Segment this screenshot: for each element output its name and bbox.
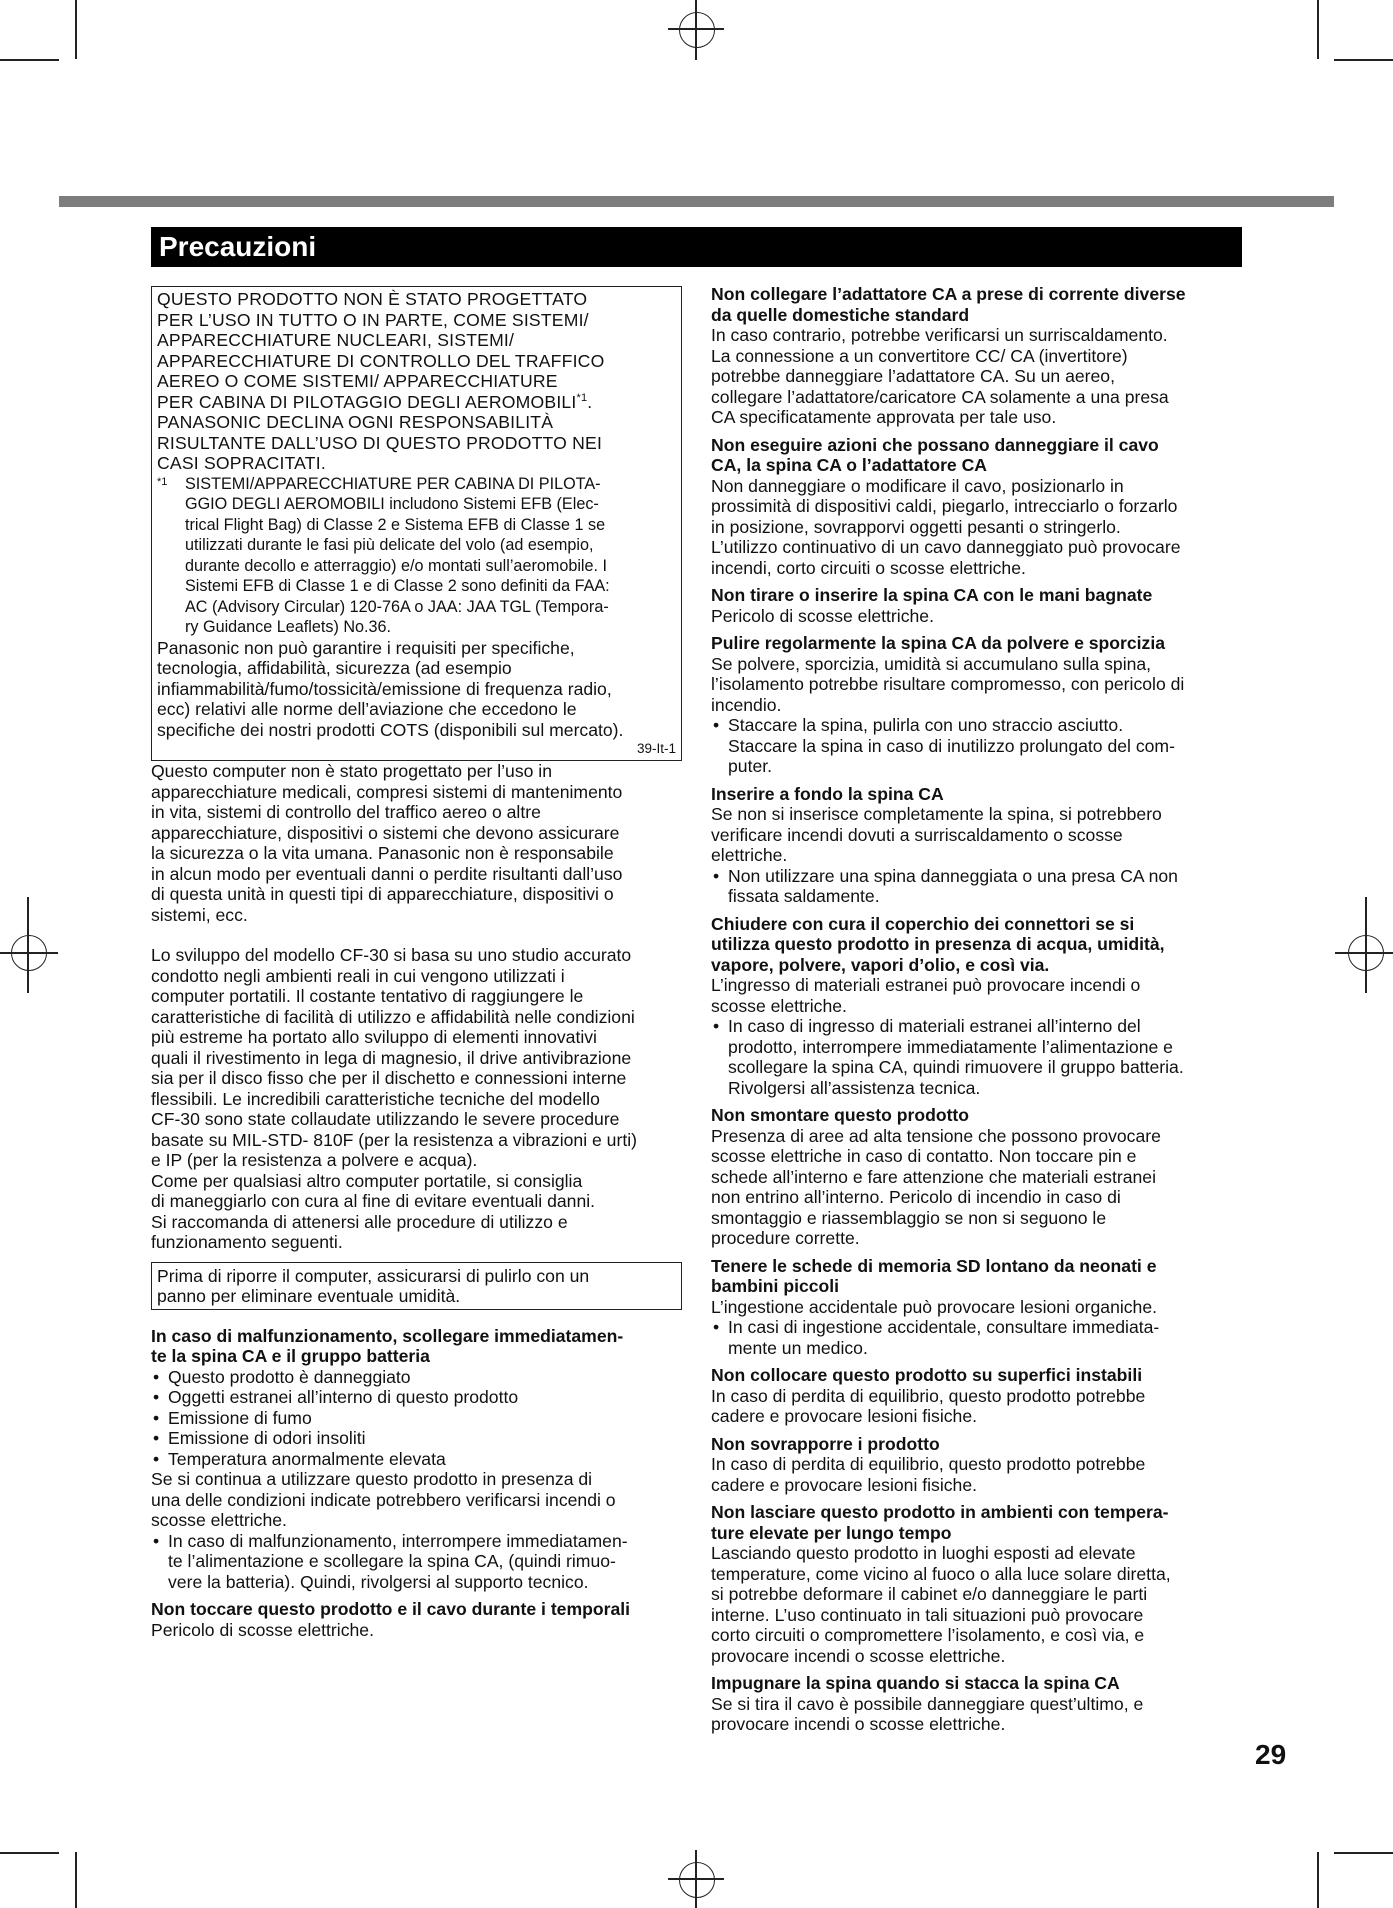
footnote-mark: *1 [157, 475, 168, 488]
section-body: Se non si inserisce completamente la spina, si potrebbero verificare incendi dovuti a surriscaldamento o scosse elettriche. [711, 804, 1162, 865]
section-heading: Non eseguire azioni che possano danneggiare il cavo CA, la spina CA o l’adattatore CA [711, 434, 1159, 475]
list-item: • Questo prodotto è danneggiato [151, 1367, 682, 1388]
section-title-bar [151, 227, 1242, 267]
precaution-section [711, 1673, 1243, 1735]
section-body: Se polvere, sporcizia, umidità si accumulano sulla spina, l’isolamento potrebbe risultare compromesso, con pericolo di incendio. [711, 653, 1185, 715]
right-sections [711, 284, 1243, 1735]
page-title: Precauzioni [159, 231, 317, 262]
footnote: *1 SISTEMI/APPARECCHIATURE PER CABINA DI PILOTA- GGIO DEGLI AEROMOBILI includono Sistemi EFB (Elec- trical Flight Bag) di Classe 2 e Sistema EFB di Classe 1 se utilizzati durante le fasi più delicate del volo (ad esempio, durante decollo e atterraggio) e/o montati sull’aeromobile. I Sistemi EFB di Classe 1 e di Classe 2 sono definiti da FAA: AC (Advisory Circular) 120-76A o JAA: JAA TGL (Tempora- ry Guidance Leaflets) No.36. [157, 474, 676, 638]
footnote-ref: *1 [576, 391, 588, 404]
section-heading: Tenere le schede di memoria SD lontano da neonati e bambini piccoli [711, 1255, 1157, 1296]
list-item: • Non utilizzare una spina danneggiata o una presa CA non fissata saldamente. [711, 866, 1243, 907]
section-body: In caso contrario, potrebbe verificarsi un surriscaldamento. La connessione a un convertitore CC/ CA (invertitore) potrebbe danneggiare l’adattatore CA. Su un aereo, collegare l’adattatore/caricatore CA solamente a una presa CA specificatamente approvata per tale uso. [711, 325, 1169, 427]
precaution-section [711, 1434, 1243, 1496]
section-body: Presenza di aree ad alta tensione che possono provocare scosse elettriche in caso di contatto. Non toccare pin e schede all’interno e fare attenzione che materiali estranei non entrino all’interno. Pericolo di incendio in caso di smontaggio e riassemblaggio se non si seguono le procedure corrette. [711, 1125, 1161, 1248]
reference-code: 39-It-1 [636, 741, 676, 756]
header-rule [59, 196, 1334, 207]
section-heading: Non smontare questo prodotto [711, 1105, 970, 1125]
section-heading: Inserire a fondo la spina CA [711, 783, 944, 804]
section-heading: Chiudere con cura il coperchio dei connettori se si utilizza questo prodotto in presenza di acqua, umidità, vapore, polvere, vapori d’olio, e così via. [711, 913, 1165, 975]
section-body: Se si tira il cavo è possibile danneggiare quest’ultimo, e provocare incendi o scosse elettriche. [711, 1693, 1144, 1734]
precaution-section [711, 1365, 1243, 1427]
bullet-list [711, 1016, 1243, 1098]
section-body: Non danneggiare o modificare il cavo, posizionarlo in prossimità di dispositivi caldi, piegarlo, intrecciarlo o forzarlo in posizione, sovrapporvi oggetti pesanti o stringerlo. L’utilizzo continuativo di un cavo danneggiato può provocare incendi, corto circuiti o scosse elettriche. [711, 475, 1181, 578]
precaution-section [711, 1502, 1243, 1666]
warning-body: Panasonic non può garantire i requisiti per specifiche, tecnologia, affidabilità, sicurezza (ad esempio infiammabilità/fumo/tossicità/emissione di frequenza radio, ecc) relativi alle norme dell’aviazione che eccedono le specifiche dei nostri prodotti COTS (disponibili sul mercato). [157, 637, 624, 740]
list-item: • In casi di ingestione accidentale, consultare immediata- mente un medico. [711, 1317, 1243, 1358]
list-item: • Staccare la spina, pulirla con uno straccio asciutto. Staccare la spina in caso di inutilizzo prolungato del com- puter. [711, 715, 1243, 777]
section-body: In caso di perdita di equilibrio, questo prodotto potrebbe cadere e provocare lesioni fisiche. [711, 1454, 1146, 1495]
section-body: L’ingresso di materiali estranei può provocare incendi o scosse elettriche. [711, 975, 1141, 1016]
precaution-section [711, 1105, 1243, 1249]
list-item: • In caso di malfunzionamento, interrompere immediatamen- te l’alimentazione e scollegare la spina CA, (quindi rimuo- vere la batteria). Quindi, rivolgersi al supporto tecnico. [151, 1531, 682, 1593]
precaution-section [151, 1599, 682, 1640]
section-body: Se si continua a utilizzare questo prodotto in presenza di una delle condizioni indicate potrebbero verificarsi incendi o scosse elettriche. [151, 1469, 616, 1530]
section-heading: Non lasciare questo prodotto in ambienti con tempera- ture elevate per lungo tempo [711, 1502, 1169, 1543]
section-heading: Non collegare l’adattatore CA a prese di corrente diverse da quelle domestiche standard [711, 284, 1186, 325]
medical-disclaimer: Questo computer non è stato progettato per l’uso in apparecchiature medicali, compresi sistemi di mantenimento in vita, sistemi di controllo del traffico aereo o altre apparecchiature, dispositivi o sistemi che devono assicurare la sicurezza o la vita umana. Panasonic non è responsabile in alcun modo per eventuali danni o perdite risultanti dall’uso di questa unità in questi tipi di apparecchiature, dispositivi o sistemi, ecc. [151, 761, 623, 925]
precaution-section [711, 435, 1243, 579]
page-number: 29 [1255, 1739, 1287, 1770]
bullet-list [711, 1317, 1243, 1358]
cf30-intro: Lo sviluppo del modello CF-30 si basa su uno studio accurato condotto negli ambienti reali in cui vengono utilizzati i computer portatili. Il costante tentativo di raggiungere le caratteristiche di facilità di utilizzo e affidabilità nelle condizioni più estreme ha portato allo sviluppo di elementi innovativi quali il rivestimento in lega di magnesio, il drive antivibrazione sia per il disco fisso che per il dischetto e connessioni interne flessibili. Le incredibili caratteristiche tecniche del modello CF-30 sono state collaudate utilizzando le severe procedure basate su MIL-STD- 810F (per la resistenza a vibrazioni e urti) e IP (per la resistenza a polvere e acqua). Come per qualsiasi altro computer portatile, si consiglia di maneggiarlo con cura al fine di evitare eventuali danni. Si raccomanda di attenersi alle procedure di utilizzo e funzionamento seguenti. [151, 945, 637, 1252]
list-item: • Emissione di fumo [151, 1408, 682, 1429]
bullet-list [151, 1367, 682, 1470]
precaution-section [711, 1256, 1243, 1359]
precaution-section [711, 585, 1243, 626]
section-heading: Non sovrapporre i prodotto [711, 1433, 940, 1454]
section-body: In caso di perdita di equilibrio, questo prodotto potrebbe cadere e provocare lesioni fisiche. [711, 1385, 1146, 1426]
bullet-list [711, 715, 1243, 777]
precaution-section [151, 1326, 682, 1593]
precaution-section [711, 633, 1243, 777]
section-body: Lasciando questo prodotto in luoghi esposti ad elevate temperature, come vicino al fuoco o alla luce solare diretta, si potrebbe deformare il cabinet e/o danneggiare le parti interne. L’uso continuato in tali situazioni può provocare corto circuiti o compromettere l’isolamento, e così via, e provocare incendi o scosse elettriche. [711, 1543, 1171, 1666]
list-item: • Emissione di odori insoliti [151, 1428, 682, 1449]
left-column [151, 286, 682, 1640]
section-body: Pericolo di scosse elettriche. [151, 1619, 374, 1640]
precaution-section [711, 284, 1243, 428]
cleaning-note-box: Prima di riporre il computer, assicurarsi di pulirlo con un panno per eliminare eventuale umidità. [151, 1262, 682, 1310]
aviation-warning-box [151, 286, 682, 761]
list-item: • In caso di ingresso di materiali estranei all’interno del prodotto, interrompere immediatamente l’alimentazione e scollegare la spina CA, quindi rimuovere il gruppo batteria. Rivolgersi all’assistenza tecnica. [711, 1016, 1243, 1098]
warning-caps-text: QUESTO PRODOTTO NON È STATO PROGETTATO PER L’USO IN TUTTO O IN PARTE, COME SISTEMI/ APPARECCHIATURE NUCLEARI, SISTEMI/ APPARECCHIATURE DI CONTROLLO DEL TRAFFICO AEREO O COME SISTEMI/ APPARECCHIATURE PER CABINA DI PILOTAGGIO DEGLI AEROMOBILI$^{*1}$. PANASONIC DECLINA OGNI RESPONSABILITÀ RISULTANTE DALL’USO DI QUESTO PRODOTTO NEI CASI SOPRACITATI. [157, 289, 605, 473]
section-heading: Non collocare questo prodotto su superfici instabili [711, 1365, 1143, 1385]
list-item: • Oggetti estranei all’interno di questo prodotto [151, 1387, 682, 1408]
precaution-section [711, 914, 1243, 1099]
section-heading: Impugnare la spina quando si stacca la spina CA [711, 1673, 1120, 1693]
bullet-list [151, 1531, 682, 1593]
precaution-section [711, 784, 1243, 907]
left-sections [151, 1326, 682, 1641]
section-heading: Non tirare o inserire la spina CA con le mani bagnate [711, 585, 1153, 605]
section-heading: Pulire regolarmente la spina CA da polvere e sporcizia [711, 633, 1166, 653]
section-heading: In caso di malfunzionamento, scollegare immediatamen- te la spina CA e il gruppo batteria [151, 1325, 624, 1366]
section-body: Pericolo di scosse elettriche. [711, 605, 934, 626]
right-column [711, 284, 1243, 1735]
bullet-list [711, 866, 1243, 907]
list-item: • Temperatura anormalmente elevata [151, 1449, 682, 1470]
section-body: L’ingestione accidentale può provocare lesioni organiche. [711, 1296, 1158, 1317]
section-heading: Non toccare questo prodotto e il cavo durante i temporali [151, 1599, 631, 1619]
